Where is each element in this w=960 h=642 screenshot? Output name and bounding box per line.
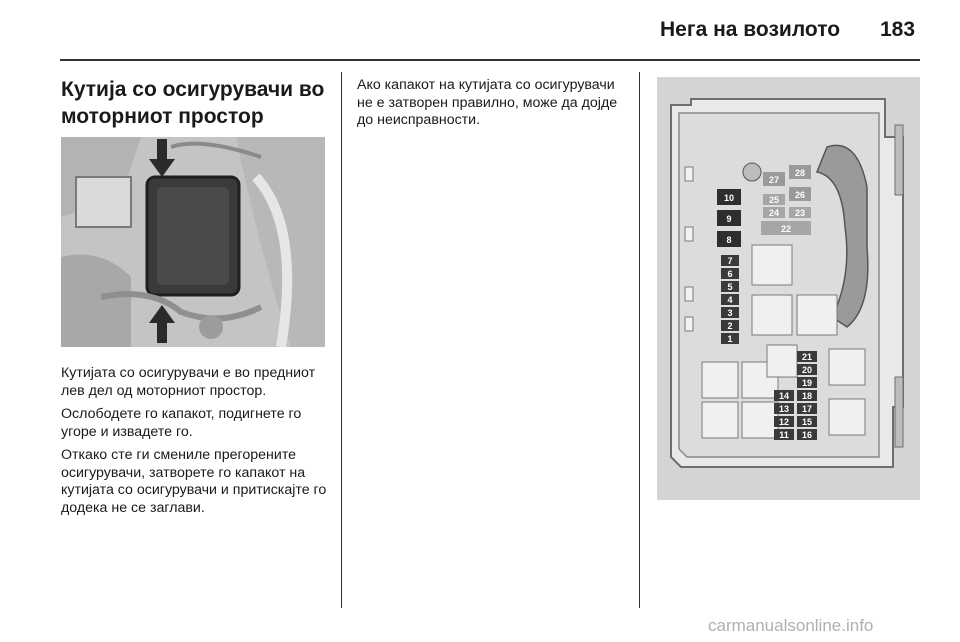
watermark: carmanualsonline.info: [708, 616, 874, 635]
fuse-label-13: 13: [778, 404, 790, 414]
fuse-label-5: 5: [727, 282, 733, 292]
fuse-label-24: 24: [768, 208, 780, 218]
fuse-label-23: 23: [794, 208, 806, 218]
fuse-label-17: 17: [801, 404, 813, 414]
engine-bay-photo: [61, 137, 325, 347]
fuse-label-28: 28: [794, 168, 806, 178]
fuse-label-21: 21: [801, 352, 813, 362]
left-body-text: [61, 365, 336, 523]
fuse-label-25: 25: [768, 195, 780, 205]
fuse-label-19: 19: [801, 378, 813, 388]
paragraph-location: Кутијата со осигурувачи е во предниот лев дел од моторниот простор.: [61, 365, 316, 399]
fuse-label-15: 15: [801, 417, 813, 427]
paragraph-warning: Ако капакот на кутијата со осигурувачи не е затворен правилно, може да дојде до неисправности.: [357, 77, 618, 128]
fuse-label-18: 18: [801, 391, 813, 401]
paragraph-remove-cover: Ослободете го капакот, подигнете го угоре и извадете го.: [61, 406, 302, 440]
fuse-label-27: 27: [768, 175, 780, 185]
fuse-label-3: 3: [727, 308, 733, 318]
section-title: Кутија со осигурувачи во моторниот простор: [61, 78, 325, 128]
column-divider-right: [639, 72, 640, 608]
fuse-label-10: 10: [723, 193, 735, 203]
fuse-label-9: 9: [726, 214, 732, 224]
fuse-label-11: 11: [779, 430, 789, 440]
fuse-label-6: 6: [727, 269, 733, 279]
column-divider-left: [341, 72, 342, 608]
fuse-label-16: 16: [801, 430, 813, 440]
middle-body-text: [357, 77, 627, 130]
fuse-label-14: 14: [778, 391, 790, 401]
page-number: 183: [880, 18, 916, 41]
fuse-label-26: 26: [794, 190, 806, 200]
fuse-label-7: 7: [727, 256, 733, 266]
fuse-label-4: 4: [727, 295, 733, 305]
fuse-label-2: 2: [727, 321, 733, 331]
fuse-label-1: 1: [727, 334, 733, 344]
header-divider: [60, 59, 920, 61]
paragraph-close-cover: Откако сте ги смениле прегорените осигурувачи, затворете го капакот на кутијата со осигурувачи и притискајте го додека не се заглави.: [61, 447, 327, 516]
fuse-label-12: 12: [778, 417, 790, 427]
fuse-label-22: 22: [780, 224, 792, 234]
page-header-title: Нега на возилото: [660, 18, 841, 41]
fuse-label-20: 20: [801, 365, 813, 375]
fuse-box-diagram: [657, 77, 920, 500]
fuse-label-8: 8: [726, 235, 732, 245]
